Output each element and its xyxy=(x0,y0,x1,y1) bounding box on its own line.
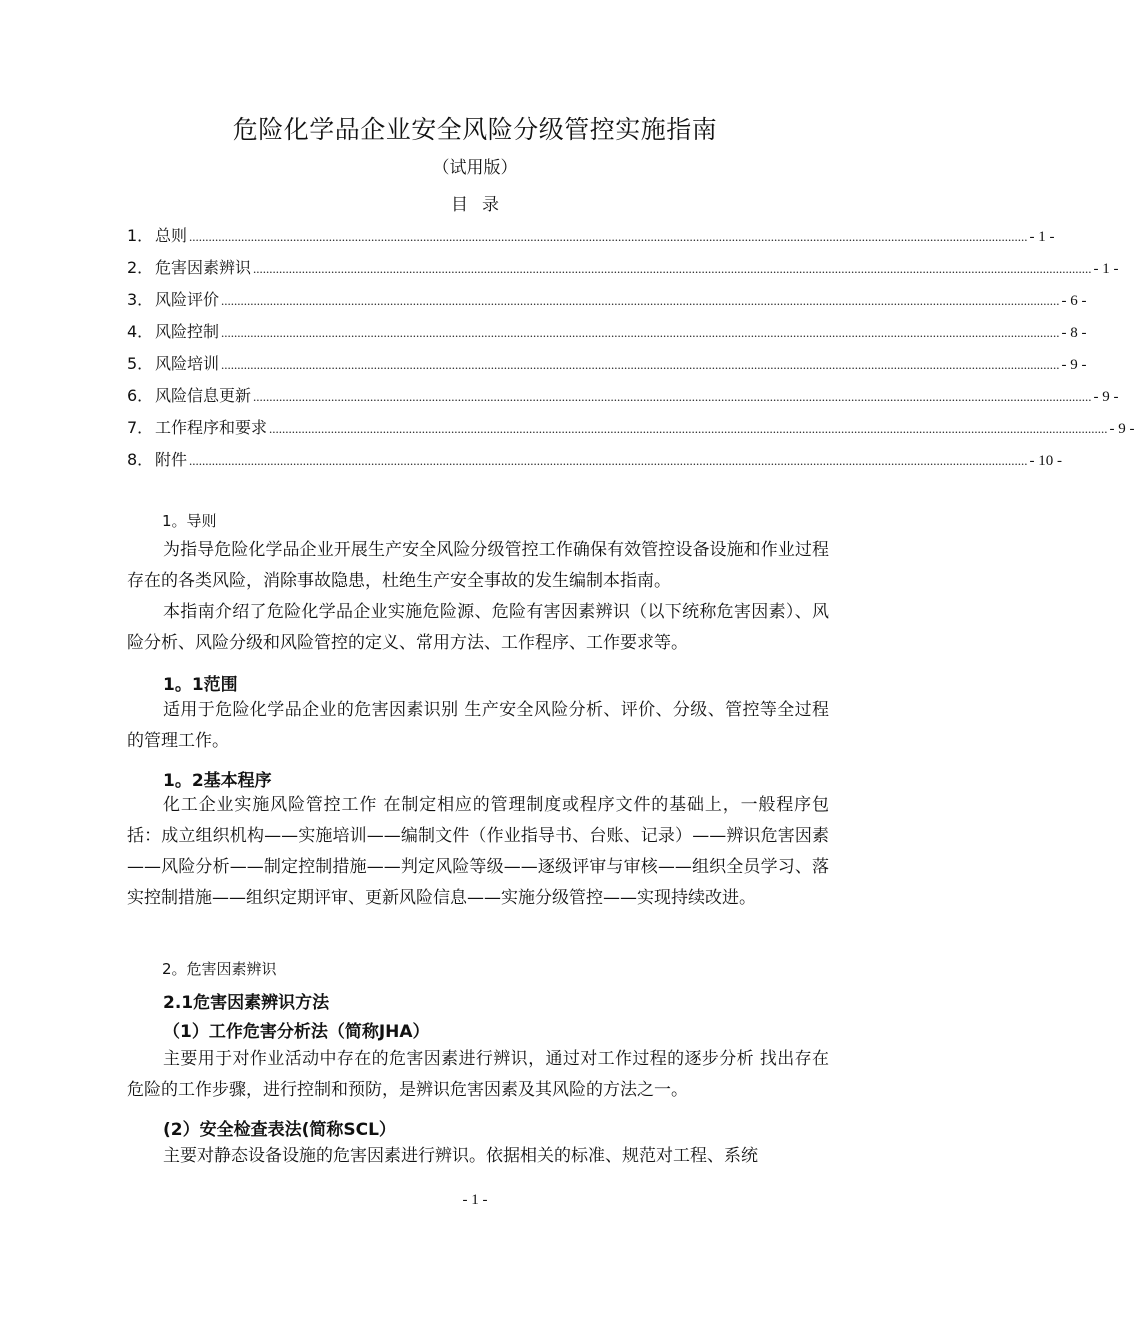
toc-entry-number: 6． xyxy=(127,386,154,405)
section-heading-2-1: 2.1危害因素辨识方法 xyxy=(163,993,330,1013)
toc-entry-number: 8． xyxy=(127,450,154,469)
paragraph: 为指导危险化学品企业开展生产安全风险分级管控工作确保有效管控设备设施和作业过程存在的各类风险，消除事故隐患，杜绝生产安全事故的发生编制本指南。 xyxy=(127,540,829,591)
section-heading-1-2: 1。2基本程序 xyxy=(163,771,272,791)
toc-leader-dots: .................................................................................................................................................................................................................................................................. xyxy=(253,389,1092,404)
toc-entry[interactable] xyxy=(127,351,1087,383)
document-subtitle: （试用版） xyxy=(432,158,518,178)
toc-entry[interactable] xyxy=(127,319,1087,351)
toc-entry-label: 风险评价 xyxy=(155,290,220,309)
toc-entry[interactable] xyxy=(127,287,1087,319)
toc-leader-dots: .................................................................................................................................................................................................................................................................. xyxy=(269,421,1108,436)
paragraph: 主要用于对作业活动中存在的危害因素进行辨识，通过对工作过程的逐步分析 找出存在危险的工作步骤，进行控制和预防，是辨识危害因素及其风险的方法之一。 xyxy=(127,1049,829,1100)
section-heading-1: 1。导则 xyxy=(162,512,217,530)
toc-entry[interactable] xyxy=(127,415,1135,447)
toc-entry-label: 风险培训 xyxy=(155,354,220,373)
toc-entry-page: - 1 - xyxy=(1093,261,1119,277)
paragraph: 主要对静态设备设施的危害因素进行辨识。依据相关的标准、规范对工程、系统 xyxy=(163,1146,758,1166)
toc-entry-page: - 6 - xyxy=(1061,293,1087,309)
toc-entry-label: 风险信息更新 xyxy=(155,386,252,405)
toc-entry-number: 7． xyxy=(127,418,154,437)
toc-leader-dots: .................................................................................................................................................................................................................................................................. xyxy=(221,325,1060,340)
toc-entry-number: 4． xyxy=(127,322,154,341)
toc-entry-label: 工作程序和要求 xyxy=(155,418,268,437)
toc-entry-page: - 9 - xyxy=(1061,357,1087,373)
section-heading-1-1: 1。1范围 xyxy=(163,675,238,695)
toc-entry-number: 3． xyxy=(127,290,154,309)
toc-heading: 目录 xyxy=(451,195,513,215)
toc-entry-label: 总则 xyxy=(155,226,188,245)
document-title: 危险化学品企业安全风险分级管控实施指南 xyxy=(232,115,718,144)
paragraph: 化工企业实施风险管控工作 在制定相应的管理制度或程序文件的基础上，一般程序包括：成立组织机构——实施培训——编制文件（作业指导书、台账、记录）——辨识危害因素——风险分析——制定控制措施——判定风险等级——逐级评审与审核——组织全员学习、落实控制措施——组织定期评审、更新风险信息——实施分级管控——实现持续改进。 xyxy=(127,795,829,908)
toc-entry[interactable] xyxy=(127,223,1055,255)
toc-entry-label: 危害因素辨识 xyxy=(155,258,252,277)
toc-entry-page: - 8 - xyxy=(1061,325,1087,341)
subsection-heading-scl: (2）安全检查表法(简称SCL） xyxy=(163,1120,396,1140)
page-number: - 1 - xyxy=(462,1192,488,1208)
toc-entry-label: 附件 xyxy=(155,450,188,469)
toc-entry-number: 2． xyxy=(127,258,154,277)
paragraph: 适用于危险化学品企业的危害因素识别 生产安全风险分析、评价、分级、管控等全过程的管理工作。 xyxy=(127,700,829,751)
toc-entry-number: 1． xyxy=(127,226,154,245)
toc-entry-page: - 9 - xyxy=(1109,421,1135,437)
toc-entry-page: - 10 - xyxy=(1029,453,1063,469)
toc-entry-number: 5． xyxy=(127,354,154,373)
toc-entry-page: - 9 - xyxy=(1093,389,1119,405)
toc-leader-dots: .................................................................................................................................................................................................................................................................. xyxy=(221,293,1060,308)
toc-entry-page: - 1 - xyxy=(1029,229,1055,245)
toc-entry[interactable] xyxy=(127,447,1063,479)
toc-entry[interactable] xyxy=(127,383,1119,415)
subsection-heading-jha: （1）工作危害分析法（简称JHA） xyxy=(163,1022,430,1042)
toc-leader-dots: .................................................................................................................................................................................................................................................................. xyxy=(189,453,1028,468)
toc-entry[interactable] xyxy=(127,255,1119,287)
table-of-contents xyxy=(127,223,1135,479)
section-heading-2: 2。危害因素辨识 xyxy=(162,960,277,978)
toc-leader-dots: .................................................................................................................................................................................................................................................................. xyxy=(253,261,1092,276)
toc-leader-dots: .................................................................................................................................................................................................................................................................. xyxy=(221,357,1060,372)
paragraph: 本指南介绍了危险化学品企业实施危险源、危险有害因素辨识（以下统称危害因素）、风险分析、风险分级和风险管控的定义、常用方法、工作程序、工作要求等。 xyxy=(127,602,829,653)
toc-leader-dots: .................................................................................................................................................................................................................................................................. xyxy=(189,229,1028,244)
toc-entry-label: 风险控制 xyxy=(155,322,220,341)
